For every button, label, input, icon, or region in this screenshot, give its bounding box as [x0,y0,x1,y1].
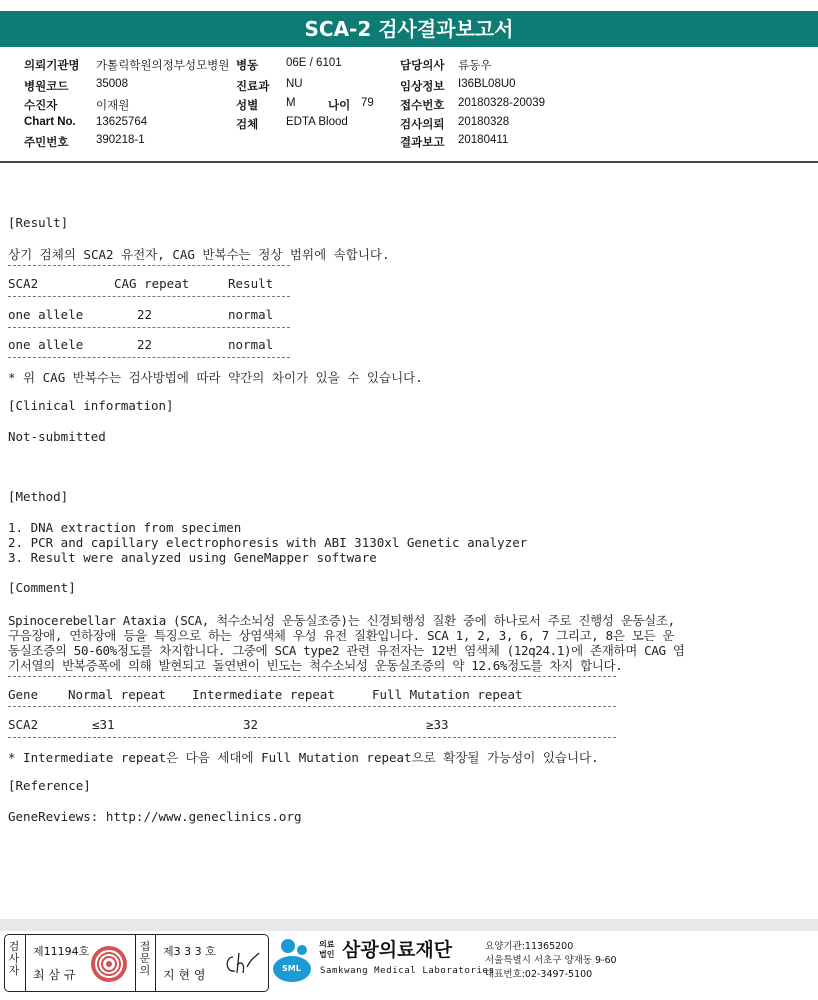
sex-label: 성별 [236,100,259,112]
specimen-label: 검체 [236,119,259,131]
request-date-value: 20180328 [458,116,510,128]
divider [8,676,616,677]
comment-line-1: Spinocerebellar Ataxia (SCA, 척수소뇌성 운동실조증)는 신경퇴행성 질환 중에 하나로서 주로 진행성 운동실조, [8,613,675,628]
divider [135,935,136,991]
org-prefix [319,940,334,960]
org-name: 삼광의료재단 [342,939,453,961]
gene-table-header-full: Full Mutation repeat [372,687,523,702]
gene-table-header-normal: Normal repeat [68,687,166,702]
gene-row-full: ≥33 [426,717,449,732]
reference-heading: [Reference] [8,778,91,793]
divider [8,265,290,266]
clinical-text: Not-submitted [8,429,106,444]
divider [8,296,290,297]
patient-label: 수진자 [24,100,58,112]
comment-line-4: 기서열의 반복증폭에 의해 발현되고 돌연변이 빈도는 척수소뇌성 운동실조증의 약 12.6%정도를 차지 합니다. [8,658,623,673]
gene-row-gene: SCA2 [8,717,39,732]
footer-band [0,919,818,931]
patient-value: 이재원 [96,100,130,112]
org-code: 요양기관:11365200 [485,941,574,952]
method-item-1: 1. DNA extraction from specimen [8,520,242,535]
logo-badge: SML [282,964,301,973]
age-value: 79 [361,97,374,109]
clinical-heading: [Clinical information] [8,398,174,413]
method-item-3: 3. Result were analyzed using GeneMapper software [8,550,377,565]
department-label: 진료과 [236,81,270,93]
ward-value: 06E / 6101 [286,57,342,69]
examiner-license-no: 제11194호 [33,945,90,958]
gene-table-header-gene: Gene [8,687,39,702]
specialist-license-no: 제3 3 3 호 [163,945,216,958]
receipt-no-value: 20180328-20039 [458,97,545,109]
institution-label: 의뢰기관명 [24,60,80,72]
result-table-header-gene: SCA2 [8,276,39,291]
role-char: 문 [139,952,151,965]
result-table-header-cag: CAG repeat [114,276,190,291]
gene-table-header-intermediate: Intermediate repeat [192,687,335,702]
result-row-1-cag: 22 [137,307,153,322]
role-char: 자 [8,964,20,977]
comment-line-3: 동실조증의 50-60%정도를 차지합니다. 그중에 SCA type2 관련 유전자는 12번 염색체 (12q24.1)에 존재하며 CAG 염 [8,643,685,658]
age-label: 나이 [328,100,351,112]
resident-no-label: 주민번호 [24,137,69,149]
role-char: 사 [8,952,20,965]
role-char: 접 [139,940,151,953]
role-char: 검 [8,940,20,953]
result-row-2-cag: 22 [137,337,153,352]
examiner-name: 최 삼 규 [33,968,76,982]
divider [8,357,290,358]
chart-no-value: 13625764 [96,116,148,128]
ward-label: 병동 [236,60,259,72]
org-english-name: Samkwang Medical Laboratories [320,966,495,976]
org-prefix-line: 법인 [319,950,335,959]
physician-value: 류동우 [458,60,492,72]
specialist-role-label [138,941,152,977]
gene-row-intermediate: 32 [243,717,259,732]
result-row-1-result: normal [228,307,274,322]
result-row-2-allele: one allele [8,337,84,352]
sml-logo-icon [272,936,314,984]
divider [155,935,156,991]
role-char: 의 [139,964,151,977]
resident-no-value: 390218-1 [96,134,145,146]
physician-label: 담당의사 [400,60,445,72]
examiner-role-label [7,941,21,977]
org-prefix-line: 의료 [319,940,335,949]
report-date-label: 결과보고 [400,137,445,149]
method-heading: [Method] [8,489,69,504]
comment-line-2: 구음장애, 연하장애 등을 특징으로 하는 상염색체 우성 유전 질환입니다. SCA 1, 2, 3, 6, 7 그리고, 8은 모든 운 [8,628,675,643]
result-row-1-allele: one allele [8,307,84,322]
org-info [485,940,617,982]
gene-row-normal: ≤31 [92,717,115,732]
specialist-name: 지 현 영 [163,968,206,982]
receipt-no-label: 접수번호 [400,100,445,112]
result-row-2-result: normal [228,337,274,352]
header-divider [0,161,818,163]
reference-link[interactable]: GeneReviews: http://www.geneclinics.org [8,809,302,824]
hospital-code-label: 병원코드 [24,81,69,93]
divider [8,327,290,328]
org-address: 서울특별시 서초구 양재동 9-60 [485,955,617,966]
clinical-info-value: I36BL08U0 [458,78,516,90]
report-date-value: 20180411 [458,134,509,146]
result-table-header-result: Result [228,276,274,291]
divider [25,935,26,991]
divider [8,737,616,738]
comment-heading: [Comment] [8,580,76,595]
signature-scribble-icon [223,949,263,979]
examiner-seal-icon [91,946,127,982]
institution-value: 가톨릭학원의정부성모병원 [96,60,230,72]
request-date-label: 검사의뢰 [400,119,445,131]
method-item-2: 2. PCR and capillary electrophoresis with ABI 3130xl Genetic analyzer [8,535,528,550]
clinical-info-label: 임상정보 [400,81,445,93]
hospital-code-value: 35008 [96,78,128,90]
sex-value: M [286,97,296,109]
gene-note: * Intermediate repeat은 다음 세대에 Full Mutation repeat으로 확장될 가능성이 있습니다. [8,750,599,765]
result-summary: 상기 검체의 SCA2 유전자, CAG 반복수는 정상 범위에 속합니다. [8,247,390,262]
divider [8,706,616,707]
specimen-value: EDTA Blood [286,116,348,128]
result-note: * 위 CAG 반복수는 검사방법에 따라 약간의 차이가 있을 수 있습니다. [8,370,423,385]
org-phone: 대표번호:02-3497-5100 [485,969,593,980]
chart-no-label: Chart No. [24,116,76,128]
report-title: SCA-2 검사결과보고서 [0,11,818,47]
signature-box [4,934,269,992]
department-value: NU [286,78,303,90]
result-heading: [Result] [8,215,69,230]
